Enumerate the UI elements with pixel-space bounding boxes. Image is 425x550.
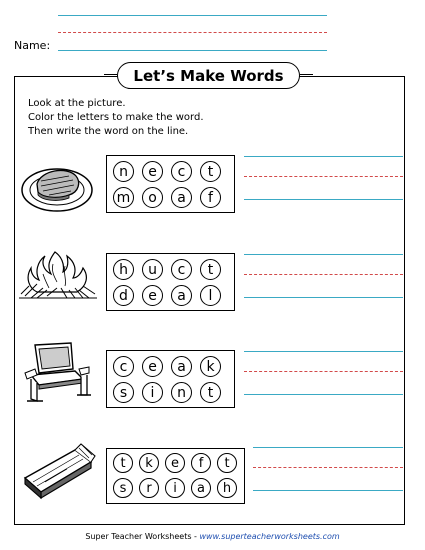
letter-circle[interactable]: c: [113, 356, 134, 377]
write-line-middle: [244, 176, 403, 177]
write-line-bottom[interactable]: [253, 490, 403, 491]
letter-circle[interactable]: t: [200, 259, 221, 280]
letter-circle[interactable]: d: [113, 285, 134, 306]
letter-circle[interactable]: e: [142, 356, 163, 377]
worksheet-title: Let’s Make Words: [117, 62, 300, 89]
tinfoil-roll-picture: [19, 442, 97, 500]
instructions: [28, 97, 204, 139]
letter-circle[interactable]: a: [171, 285, 192, 306]
write-line-middle: [253, 467, 403, 468]
letter-circle[interactable]: t: [200, 161, 221, 182]
write-line-top: [244, 156, 403, 157]
letter-circle[interactable]: i: [142, 382, 163, 403]
letter-circle[interactable]: u: [142, 259, 163, 280]
letter-circle[interactable]: e: [142, 161, 163, 182]
write-line-bottom[interactable]: [244, 297, 403, 298]
letter-circle[interactable]: a: [171, 356, 192, 377]
letter-circle[interactable]: e: [165, 453, 185, 473]
footer-url-link[interactable]: www.superteacherworksheets.com: [199, 532, 340, 541]
letter-circle[interactable]: s: [113, 382, 134, 403]
steak-on-plate-picture: [19, 158, 95, 216]
instruction-line-1: Look at the picture.: [28, 98, 126, 109]
letter-circle[interactable]: a: [171, 187, 192, 208]
letter-circle[interactable]: a: [191, 478, 211, 498]
title-wing-left: [104, 74, 117, 75]
write-line-middle: [244, 371, 403, 372]
top-guide-line: [58, 15, 327, 16]
instruction-line-3: Then write the word on the line.: [28, 126, 189, 137]
letter-circle[interactable]: c: [171, 161, 192, 182]
stadium-seat-picture: [21, 339, 93, 405]
letter-circle[interactable]: o: [142, 187, 163, 208]
letter-circle[interactable]: h: [113, 259, 134, 280]
write-line-middle: [244, 274, 403, 275]
letter-circle[interactable]: s: [113, 478, 133, 498]
top-dashed-line: [58, 32, 327, 33]
name-label: Name:: [14, 39, 51, 52]
letter-circle[interactable]: l: [200, 285, 221, 306]
letter-circle[interactable]: h: [217, 478, 237, 498]
write-line-bottom[interactable]: [244, 394, 403, 395]
letter-circle[interactable]: i: [165, 478, 185, 498]
letter-circle[interactable]: c: [171, 259, 192, 280]
instruction-line-2: Color the letters to make the word.: [28, 112, 204, 123]
letter-circle[interactable]: t: [217, 453, 237, 473]
letter-circle[interactable]: k: [139, 453, 159, 473]
name-write-line[interactable]: [58, 50, 327, 51]
letter-circle[interactable]: n: [171, 382, 192, 403]
letter-circle[interactable]: t: [200, 382, 221, 403]
write-line-bottom[interactable]: [244, 199, 403, 200]
letter-circle[interactable]: m: [113, 187, 134, 208]
burning-brush-fire-picture: [17, 244, 99, 302]
letter-circle[interactable]: t: [113, 453, 133, 473]
write-line-top: [244, 351, 403, 352]
write-line-top: [244, 254, 403, 255]
write-line-top: [253, 447, 403, 448]
letter-circle[interactable]: r: [139, 478, 159, 498]
letter-circle[interactable]: f: [200, 187, 221, 208]
letter-circle[interactable]: k: [200, 356, 221, 377]
letter-circle[interactable]: f: [191, 453, 211, 473]
letter-circle[interactable]: e: [142, 285, 163, 306]
footer-text: Super Teacher Worksheets -: [85, 532, 200, 541]
title-wing-right: [300, 74, 313, 75]
footer: [0, 532, 425, 541]
letter-circle[interactable]: n: [113, 161, 134, 182]
